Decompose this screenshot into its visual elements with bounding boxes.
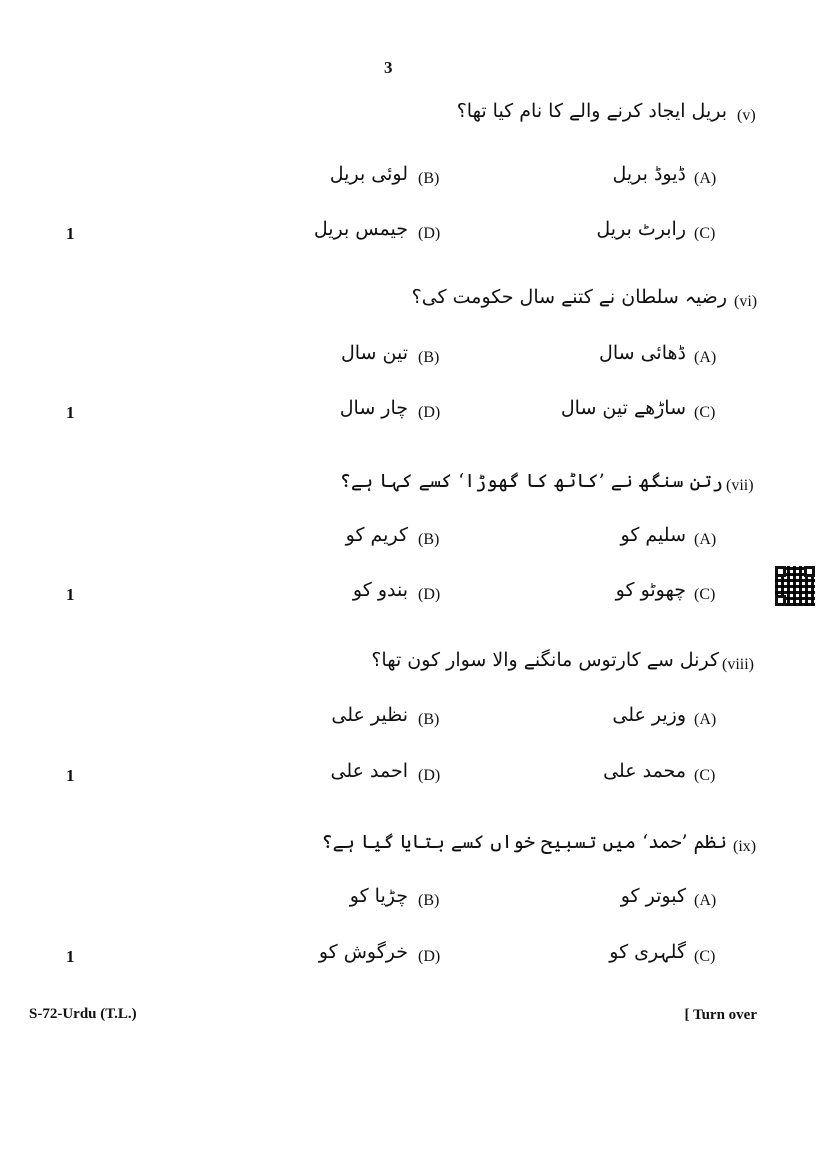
option-d-text: احمد علی xyxy=(330,760,408,782)
question-number: (v) xyxy=(737,107,756,124)
option-d-text: جیمس بریل xyxy=(313,218,408,240)
question-number: (ix) xyxy=(733,838,757,855)
question-number: (viii) xyxy=(722,656,754,673)
option-b-label: (B) xyxy=(418,170,440,187)
question-text: بریل ایجاد کرنے والے کا نام کیا تھا؟ xyxy=(456,100,727,122)
option-d-label: (D) xyxy=(418,225,441,242)
marks: 1 xyxy=(66,403,75,422)
option-b-text: چڑیا کو xyxy=(349,885,408,907)
paper-code: S-72-Urdu (T.L.) xyxy=(29,1006,137,1022)
qr-code-icon xyxy=(775,566,815,606)
option-a-label: (A) xyxy=(694,349,717,366)
question-number: (vii) xyxy=(726,477,754,494)
option-d-label: (D) xyxy=(418,586,441,603)
option-c-label: (C) xyxy=(694,586,716,603)
page-number: 3 xyxy=(384,58,393,77)
option-a-label: (A) xyxy=(694,531,717,548)
question-text: نظم ’حمد‘ میں تسبیح خواں کسے بتایا گیا ہے؟ xyxy=(321,831,727,853)
question-number: (vi) xyxy=(734,293,758,310)
marks: 1 xyxy=(66,947,75,966)
option-a-text: کبوتر کو xyxy=(620,885,686,907)
option-c-text: چھوٹو کو xyxy=(615,579,686,601)
option-c-label: (C) xyxy=(694,404,716,421)
question-text: کرنل سے کارتوس مانگنے والا سوار کون تھا؟ xyxy=(371,649,719,671)
option-d-label: (D) xyxy=(418,948,441,965)
option-c-label: (C) xyxy=(694,225,716,242)
option-c-label: (C) xyxy=(694,948,716,965)
option-a-text: ڈھائی سال xyxy=(599,342,686,364)
option-b-text: تین سال xyxy=(340,342,408,364)
option-a-label: (A) xyxy=(694,711,717,728)
option-d-label: (D) xyxy=(418,404,441,421)
option-a-text: سلیم کو xyxy=(620,524,686,546)
option-b-text: کریم کو xyxy=(345,524,408,546)
option-a-text: وزیر علی xyxy=(612,704,686,726)
marks: 1 xyxy=(66,585,75,604)
marks: 1 xyxy=(66,766,75,785)
question-text: رتن سنگھ نے ’کاٹھ کا گھوڑا‘ کسے کہا ہے؟ xyxy=(339,470,723,492)
option-b-text: نظیر علی xyxy=(331,704,408,726)
option-d-text: بندو کو xyxy=(352,579,408,601)
option-d-label: (D) xyxy=(418,767,441,784)
option-a-label: (A) xyxy=(694,892,717,909)
option-a-label: (A) xyxy=(694,170,717,187)
option-b-text: لوئی بریل xyxy=(329,163,408,185)
option-b-label: (B) xyxy=(418,711,440,728)
marks: 1 xyxy=(66,224,75,243)
option-c-text: رابرٹ بریل xyxy=(596,218,686,240)
option-a-text: ڈیوڈ بریل xyxy=(612,163,686,185)
option-d-text: خرگوش کو xyxy=(318,941,408,963)
option-b-label: (B) xyxy=(418,349,440,366)
option-d-text: چار سال xyxy=(339,397,408,419)
option-b-label: (B) xyxy=(418,531,440,548)
option-c-text: گلہری کو xyxy=(609,941,686,963)
question-text: رضیہ سلطان نے کتنے سال حکومت کی؟ xyxy=(411,286,727,308)
option-c-text: محمد علی xyxy=(603,760,686,782)
turn-over-note: [ Turn over xyxy=(684,1007,757,1023)
option-c-text: ساڑھے تین سال xyxy=(560,397,686,419)
option-c-label: (C) xyxy=(694,767,716,784)
option-b-label: (B) xyxy=(418,892,440,909)
